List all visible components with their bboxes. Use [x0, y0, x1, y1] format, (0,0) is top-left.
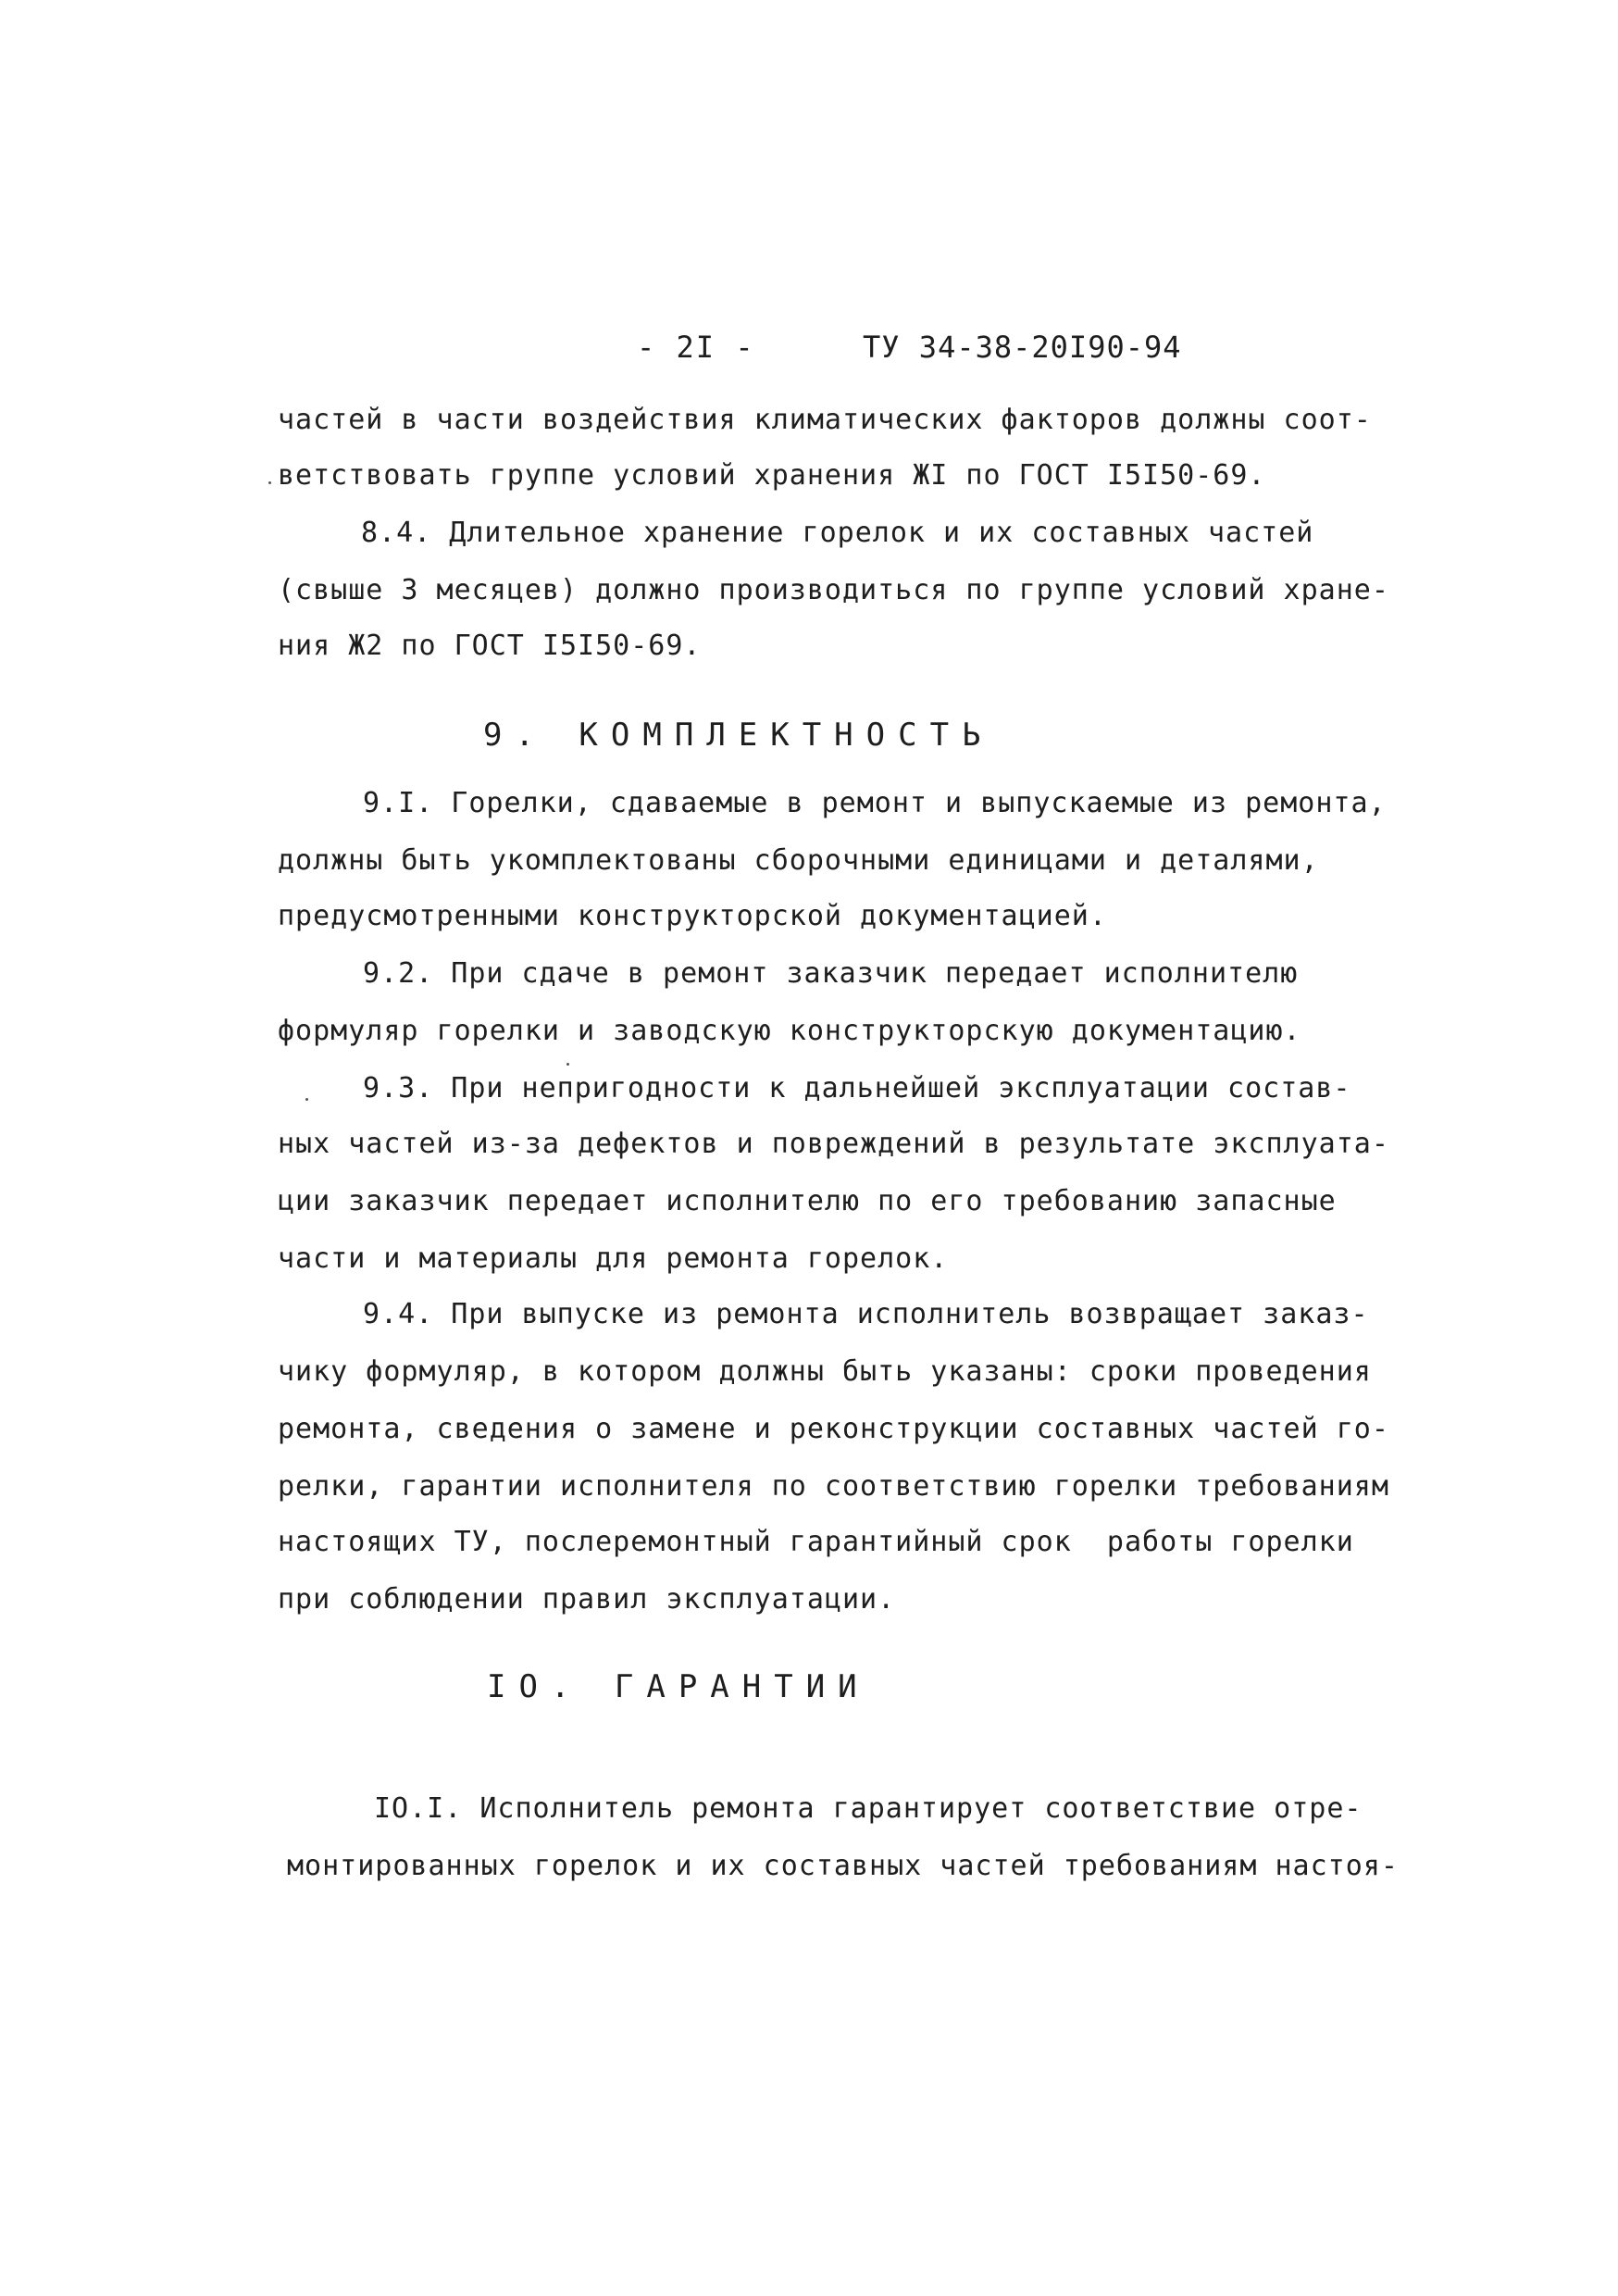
- text-line: ветствовать группе условий хранения ЖI по ГОСТ I5I50-69.: [278, 459, 1266, 492]
- text-line: 8.4. Длительное хранение горелок и их составных частей: [361, 517, 1314, 549]
- text-line: ных частей из-за дефектов и повреждений в результате эксплуата-: [278, 1128, 1389, 1160]
- text-line: части и материалы для ремонта горелок.: [278, 1242, 949, 1275]
- text-line: формуляр горелки и заводскую конструкторскую документацию.: [278, 1015, 1301, 1047]
- page-number: - 2I -: [637, 330, 755, 365]
- text-line: 9.I. Горелки, сдаваемые в ремонт и выпускаемые из ремонта,: [363, 787, 1387, 819]
- text-line: IО.I. Исполнитель ремонта гарантирует соответствие отре-: [374, 1792, 1363, 1825]
- text-line: должны быть укомплектованы сборочными единицами и деталями,: [278, 844, 1319, 877]
- section-heading: IО. ГАРАНТИИ: [487, 1668, 870, 1705]
- text-line: настоящих ТУ, послеремонтный гарантийный срок работы горелки: [278, 1526, 1354, 1558]
- text-line: при соблюдении правил эксплуатации.: [278, 1583, 896, 1616]
- text-line: ремонта, сведения о замене и реконструкции составных частей го-: [278, 1413, 1389, 1445]
- scan-speck: [566, 1063, 569, 1066]
- section-heading: 9. КОМПЛЕКТНОСТЬ: [483, 717, 994, 754]
- text-line: (свыше 3 месяцев) должно производиться по группе условий хране-: [278, 574, 1389, 606]
- text-line: 9.4. При выпуске из ремонта исполнитель возвращает заказ-: [363, 1298, 1369, 1330]
- text-line: 9.2. При сдаче в ремонт заказчик передает исполнителю: [363, 957, 1299, 990]
- text-line: монтированных горелок и их составных частей требованиям настоя-: [287, 1850, 1399, 1882]
- document-code: ТУ 34-38-20I90-94: [863, 330, 1182, 365]
- text-line: чику формуляр, в котором должны быть указаны: сроки проведения: [278, 1355, 1372, 1388]
- text-line: 9.3. При непригодности к дальнейшей эксплуатации состав-: [363, 1072, 1351, 1104]
- scan-speck: [305, 1098, 308, 1101]
- scan-speck: [268, 481, 271, 484]
- text-line: предусмотренными конструкторской документацией.: [278, 900, 1107, 932]
- text-line: частей в части воздействия климатических факторов должны соот-: [278, 404, 1372, 436]
- text-line: ции заказчик передает исполнителю по его требованию запасные: [278, 1185, 1337, 1217]
- text-line: релки, гарантии исполнителя по соответствию горелки требованиям: [278, 1470, 1389, 1503]
- text-line: ния Ж2 по ГОСТ I5I50-69.: [278, 630, 702, 662]
